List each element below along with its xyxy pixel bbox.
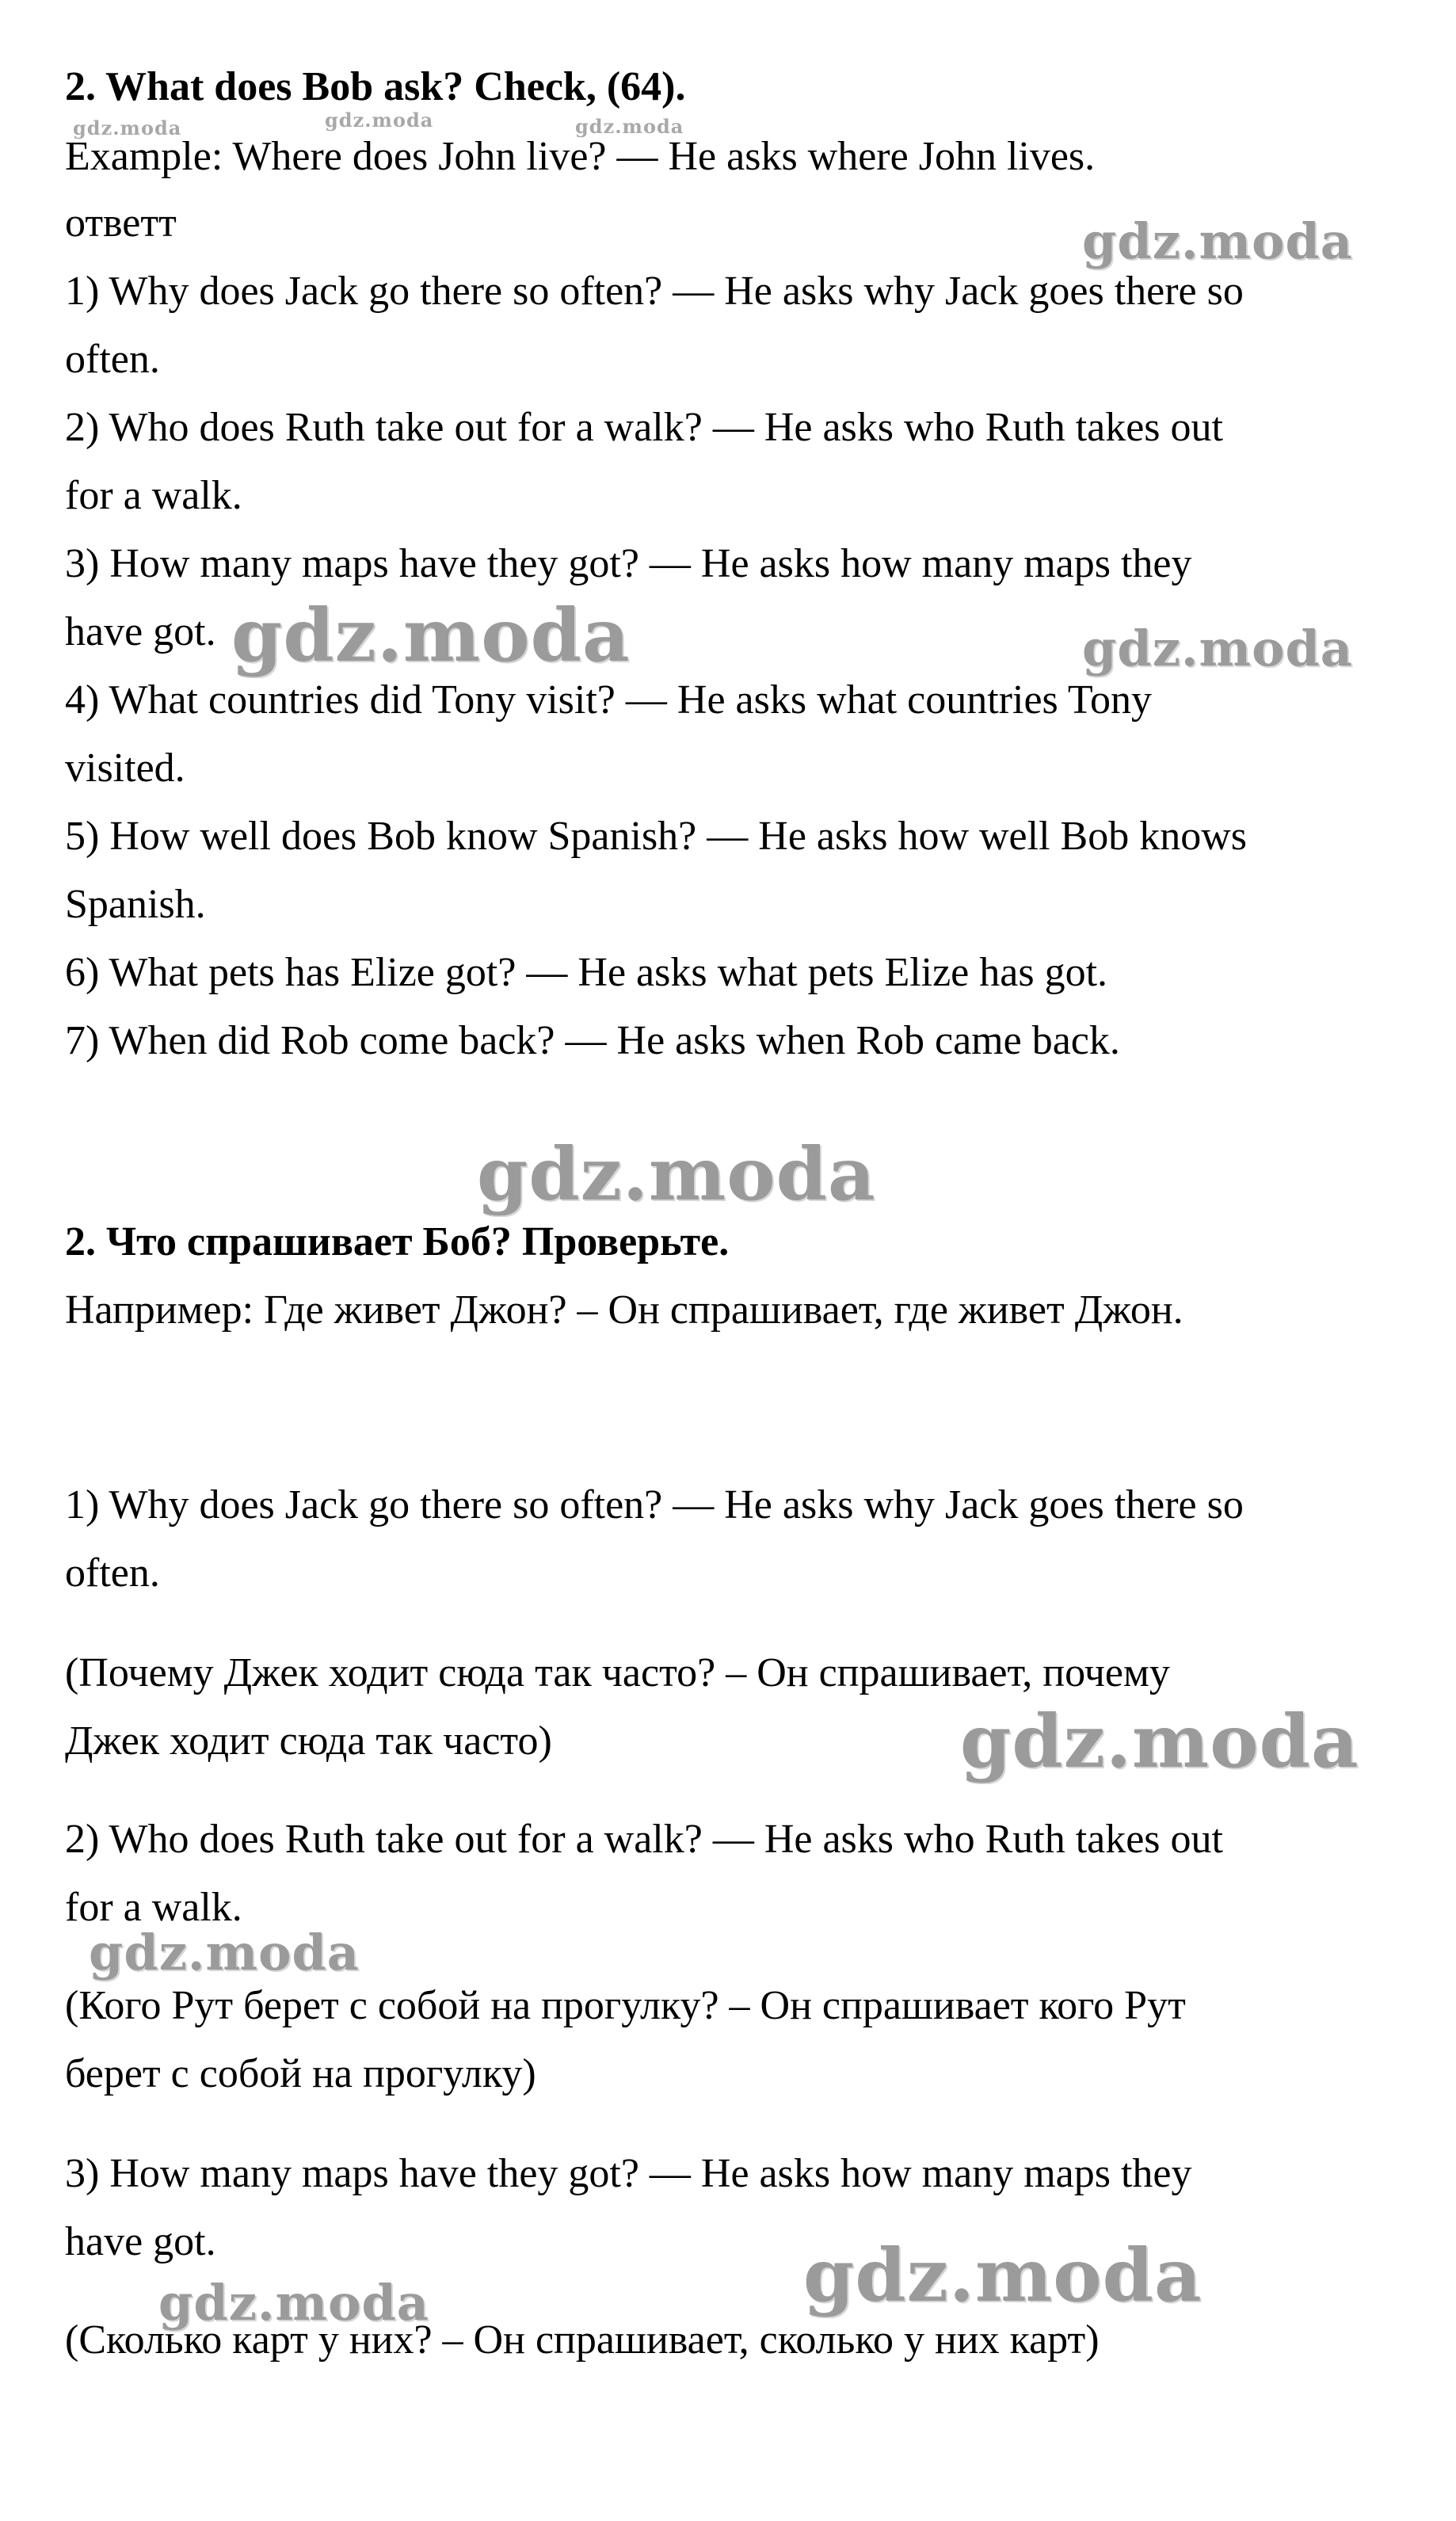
answer-item-2-line-1: 2) Who does Ruth take out for a walk? — He asks who Ruth takes out (65, 405, 1223, 450)
answer-item-6: 6) What pets has Elize got? — He asks what pets Elize has got. (65, 950, 1108, 995)
example-line-ru: Например: Где живет Джон? – Он спрашивает, где живет Джон. (65, 1287, 1183, 1333)
watermark: gdz.moda (231, 593, 631, 678)
answer-item-2-line-2: for a walk. (65, 473, 242, 518)
answer-item-5-line-2: Spanish. (65, 882, 206, 927)
watermark: gdz.moda (960, 1699, 1359, 1784)
ru-item-2-line-2: for a walk. (65, 1885, 242, 1930)
watermark: gdz.moda (325, 109, 434, 132)
ru-item-3-line-1: 3) How many maps have they got? — He asks how many maps they (65, 2151, 1192, 2196)
ru-item-2-translation-2: берет с собой на прогулку) (65, 2051, 536, 2096)
example-line: Example: Where does John live? — He asks where John lives. (65, 134, 1096, 179)
answer-item-1-line-1: 1) Why does Jack go there so often? — He asks why Jack goes there so (65, 269, 1244, 314)
answer-label: ответт (65, 200, 177, 246)
exercise-title: 2. What does Bob ask? Check, (64). (65, 64, 686, 109)
exercise-title-ru: 2. Что спрашивает Боб? Проверьте. (65, 1219, 730, 1264)
watermark: gdz.moda (1082, 620, 1353, 677)
answer-item-7: 7) When did Rob come back? — He asks when Rob came back. (65, 1018, 1120, 1063)
ru-item-1-translation-2: Джек ходит сюда так часто) (65, 1718, 552, 1764)
ru-item-1-translation-1: (Почему Джек ходит сюда так часто? – Он спрашивает, почему (65, 1650, 1170, 1695)
watermark: gdz.moda (575, 115, 684, 138)
answer-item-4-line-2: visited. (65, 746, 185, 791)
ru-item-3-line-2: have got. (65, 2219, 216, 2264)
watermark: gdz.moda (803, 2233, 1203, 2318)
watermark: gdz.moda (1082, 212, 1353, 270)
watermark: gdz.moda (477, 1131, 876, 1217)
answer-item-1-line-2: often. (65, 337, 160, 382)
watermark: gdz.moda (73, 116, 182, 139)
answer-item-5-line-1: 5) How well does Bob know Spanish? — He asks how well Bob knows (65, 814, 1248, 859)
ru-item-3-translation: (Сколько карт у них? – Он спрашивает, сколько у них карт) (65, 2317, 1100, 2363)
ru-item-1-line-1: 1) Why does Jack go there so often? — He asks why Jack goes there so (65, 1482, 1244, 1527)
answer-item-3-line-2: have got. (65, 609, 216, 654)
watermark: gdz.moda (89, 1924, 360, 1981)
ru-item-2-translation-1: (Кого Рут берет с собой на прогулку? – Он спрашивает кого Рут (65, 1983, 1186, 2028)
ru-item-1-line-2: often. (65, 1550, 160, 1596)
ru-item-2-line-1: 2) Who does Ruth take out for a walk? — He asks who Ruth takes out (65, 1817, 1223, 1862)
answer-item-4-line-1: 4) What countries did Tony visit? — He asks what countries Tony (65, 677, 1152, 723)
answer-item-3-line-1: 3) How many maps have they got? — He asks how many maps they (65, 541, 1192, 586)
watermark: gdz.moda (158, 2274, 429, 2332)
